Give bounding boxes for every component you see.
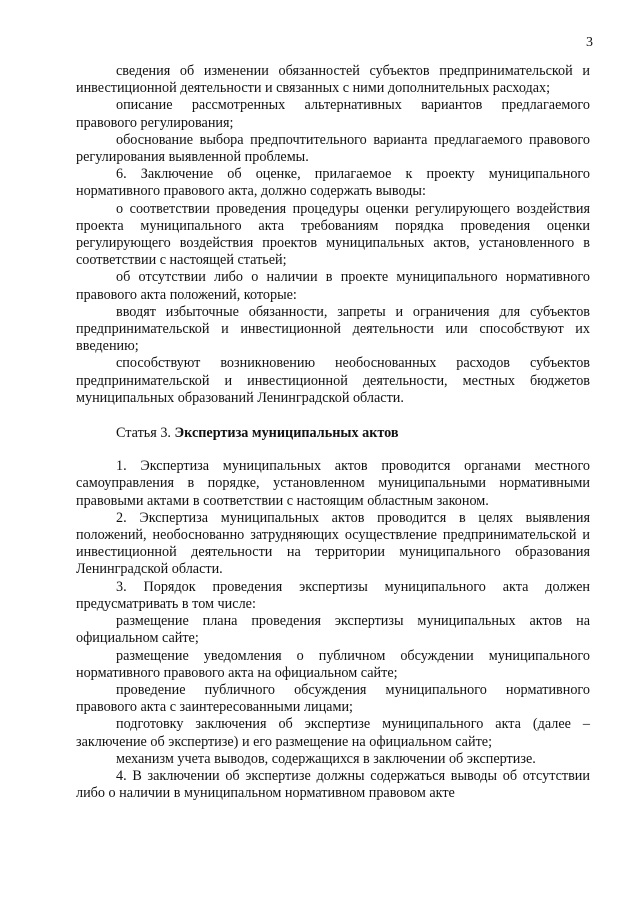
paragraph: подготовку заключения об экспертизе муниципального акта (далее – заключение об экспертизе) и его размещение на официальном сайте; [76, 716, 590, 750]
paragraph: проведение публичного обсуждения муниципального нормативного правового акта с заинтересованными лицами; [76, 681, 590, 716]
paragraph: 4. В заключении об экспертизе должны содержаться выводы об отсутствии либо о наличии в муниципальном нормативном правовом акте [76, 767, 590, 802]
paragraph: 2. Экспертиза муниципальных актов проводится в целях выявления положений, необоснованно затрудняющих осуществление предпринимательской и инвестиционной деятельности на территории муниципального образования Ленинградской области. [76, 509, 590, 578]
paragraph: обоснование выбора предпочтительного варианта предлагаемого правового регулирования выявленной проблемы. [76, 131, 590, 166]
paragraph: описание рассмотренных альтернативных вариантов предлагаемого правового регулирования; [76, 97, 590, 131]
paragraph: 1. Экспертиза муниципальных актов проводится органами местного самоуправления в порядке, установленном муниципальными нормативными правовыми актами в соответствии с настоящим областным законом. [76, 458, 590, 509]
article-heading [76, 425, 590, 442]
article-title: Экспертиза муниципальных актов [174, 425, 399, 442]
paragraph: вводят избыточные обязанности, запреты и ограничения для субъектов предпринимательской и инвестиционной деятельности или способствуют их введению; [76, 303, 590, 355]
paragraph: размещение плана проведения экспертизы муниципальных актов на официальном сайте; [76, 613, 590, 647]
paragraph: механизм учета выводов, содержащихся в заключении об экспертизе. [116, 750, 536, 767]
article-prefix: Статья 3. [116, 425, 171, 442]
paragraph: 3. Порядок проведения экспертизы муниципального акта должен предусматривать в том числе: [76, 578, 590, 612]
paragraph: об отсутствии либо о наличии в проекте муниципального нормативного правового акта положений, которые: [76, 269, 590, 303]
paragraph: 6. Заключение об оценке, прилагаемое к проекту муниципального нормативного правового акта, должно содержать выводы: [76, 166, 590, 200]
paragraph: о соответствии проведения процедуры оценки регулирующего воздействия проекта муниципального акта требованиям порядка проведения оценки регулирующего воздействия проектов муниципальных актов, установленного в соответствии с настоящей статьей; [76, 200, 590, 269]
paragraph: способствуют возникновению необоснованных расходов субъектов предпринимательской и инвестиционной деятельности, местных бюджетов муниципальных образований Ленинградской области. [76, 355, 590, 406]
paragraph: размещение уведомления о публичном обсуждении муниципального нормативного правового акта на официальном сайте; [76, 647, 590, 681]
document-body [76, 63, 590, 802]
page-number: 3 [586, 35, 593, 50]
paragraph: сведения об изменении обязанностей субъектов предпринимательской и инвестиционной деятельности и связанных с ними дополнительных расходах; [76, 63, 590, 97]
